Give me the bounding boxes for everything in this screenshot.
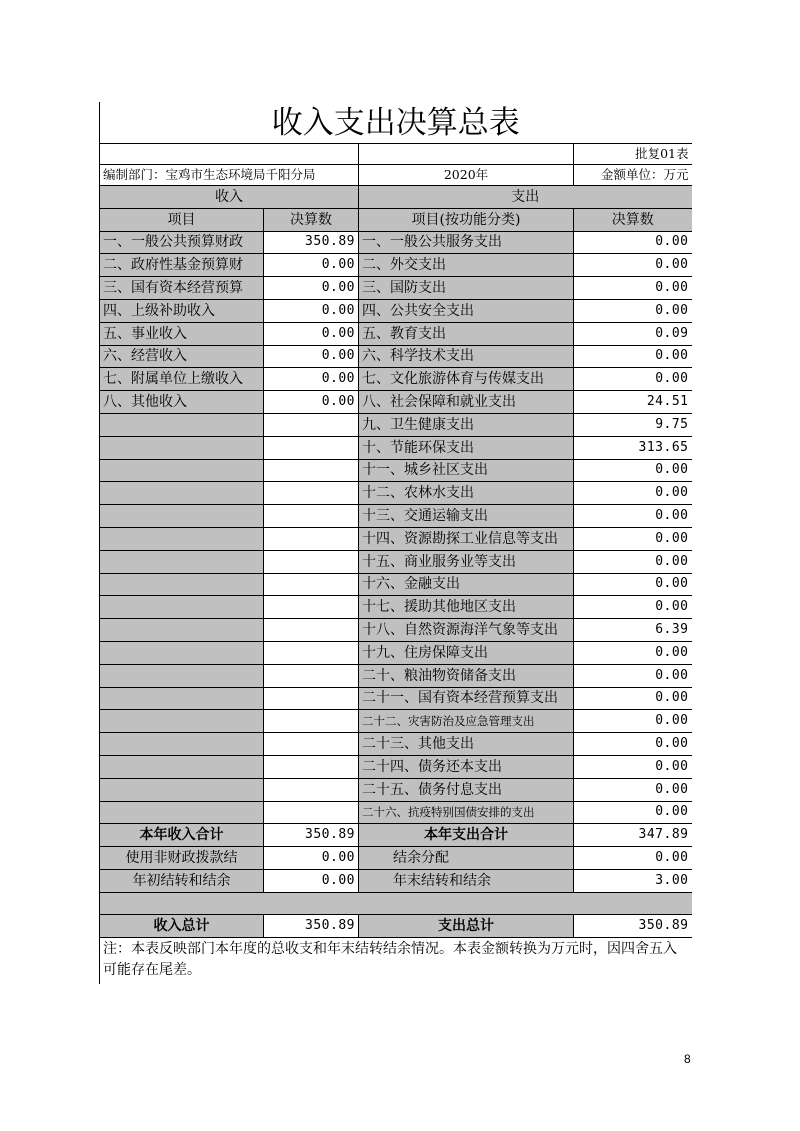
expense-item-value: 0.00	[574, 573, 692, 596]
income-item-value: 0.00	[264, 299, 359, 322]
income-item-label: 五、事业收入	[100, 322, 264, 345]
expense-item-label: 十六、金融支出	[359, 573, 574, 596]
nonfiscal-label: 使用非财政拨款结	[100, 847, 264, 870]
income-item-value	[264, 596, 359, 619]
table-row	[100, 664, 692, 687]
income-item-label	[100, 596, 264, 619]
income-item-label	[100, 778, 264, 801]
income-item-value	[264, 550, 359, 573]
expense-item-label: 十八、自然资源海洋气象等支出	[359, 619, 574, 642]
table-row	[100, 687, 692, 710]
table-row	[100, 391, 692, 414]
final-accounts-table	[99, 102, 692, 984]
expense-item-header: 项目(按功能分类)	[359, 208, 574, 231]
expense-item-label: 二十六、抗疫特别国债安排的支出	[359, 801, 574, 824]
expense-item-label: 二、外交支出	[359, 254, 574, 277]
income-item-label	[100, 482, 264, 505]
expense-item-label: 二十一、国有资本经营预算支出	[359, 687, 574, 710]
income-item-label: 一、一般公共预算财政	[100, 231, 264, 254]
income-item-value: 0.00	[264, 391, 359, 414]
expense-item-value: 0.00	[574, 710, 692, 733]
income-item-value	[264, 664, 359, 687]
grand-expense-label: 支出总计	[359, 914, 574, 937]
income-item-value	[264, 459, 359, 482]
income-item-label: 四、上级补助收入	[100, 299, 264, 322]
income-item-label	[100, 687, 264, 710]
income-item-label	[100, 413, 264, 436]
expense-item-label: 二十、粮油物资储备支出	[359, 664, 574, 687]
table-row	[100, 755, 692, 778]
income-item-value	[264, 710, 359, 733]
surplus-dist-label: 结余分配	[359, 847, 574, 870]
expense-item-label: 一、一般公共服务支出	[359, 231, 574, 254]
page-number: 8	[684, 1052, 691, 1066]
begin-balance-value: 0.00	[264, 869, 359, 892]
expense-item-value: 0.00	[574, 368, 692, 391]
expense-header: 支出	[359, 186, 692, 209]
income-item-value: 0.00	[264, 368, 359, 391]
expense-item-value: 0.00	[574, 733, 692, 756]
income-item-label	[100, 436, 264, 459]
income-item-label: 六、经营收入	[100, 345, 264, 368]
grand-income-value: 350.89	[264, 914, 359, 937]
table-row	[100, 459, 692, 482]
expense-item-value: 313.65	[574, 436, 692, 459]
table-row	[100, 436, 692, 459]
income-item-value	[264, 778, 359, 801]
expense-item-value: 0.00	[574, 505, 692, 528]
income-item-label	[100, 459, 264, 482]
table-note: 注：本表反映部门本年度的总收支和年末结转结余情况。本表金额转换为万元时，因四舍五入可能存在尾差。	[100, 937, 692, 984]
income-total-label: 本年收入合计	[100, 824, 264, 847]
income-header: 收入	[100, 186, 359, 209]
income-total: 350.89	[264, 824, 359, 847]
income-item-value	[264, 801, 359, 824]
expense-item-label: 九、卫生健康支出	[359, 413, 574, 436]
table-row	[100, 733, 692, 756]
table-row	[100, 368, 692, 391]
income-item-label	[100, 619, 264, 642]
income-item-value	[264, 641, 359, 664]
table-row	[100, 254, 692, 277]
expense-item-value: 0.00	[574, 778, 692, 801]
expense-item-label: 十五、商业服务业等支出	[359, 550, 574, 573]
expense-item-value: 0.00	[574, 459, 692, 482]
expense-item-value: 0.00	[574, 527, 692, 550]
expense-item-label: 六、科学技术支出	[359, 345, 574, 368]
expense-item-value: 0.00	[574, 641, 692, 664]
expense-item-value: 0.00	[574, 687, 692, 710]
expense-total-label: 本年支出合计	[359, 824, 574, 847]
grand-income-label: 收入总计	[100, 914, 264, 937]
table-row	[100, 277, 692, 300]
surplus-dist-value: 0.00	[574, 847, 692, 870]
expense-item-label: 七、文化旅游体育与传媒支出	[359, 368, 574, 391]
expense-item-label: 四、公共安全支出	[359, 299, 574, 322]
income-item-value	[264, 755, 359, 778]
budget-sheet	[99, 102, 691, 984]
expense-item-value: 9.75	[574, 413, 692, 436]
income-item-value	[264, 505, 359, 528]
expense-item-label: 十七、援助其他地区支出	[359, 596, 574, 619]
expense-item-label: 五、教育支出	[359, 322, 574, 345]
blank-row	[100, 892, 692, 914]
expense-item-label: 十二、农林水支出	[359, 482, 574, 505]
expense-item-value: 0.00	[574, 550, 692, 573]
amount-unit: 金额单位：万元	[574, 165, 692, 186]
expense-item-label: 十九、住房保障支出	[359, 641, 574, 664]
income-item-value	[264, 573, 359, 596]
income-item-label	[100, 641, 264, 664]
table-row	[100, 322, 692, 345]
expense-item-value: 0.00	[574, 482, 692, 505]
income-item-label	[100, 527, 264, 550]
income-item-label	[100, 550, 264, 573]
table-row	[100, 778, 692, 801]
income-item-value: 0.00	[264, 322, 359, 345]
table-row	[100, 413, 692, 436]
expense-item-value: 0.09	[574, 322, 692, 345]
expense-item-value: 0.00	[574, 231, 692, 254]
income-item-value: 0.00	[264, 254, 359, 277]
meta-blank-left	[100, 144, 359, 165]
table-row	[100, 573, 692, 596]
expense-item-label: 二十五、债务付息支出	[359, 778, 574, 801]
income-item-value	[264, 687, 359, 710]
table-row	[100, 231, 692, 254]
expense-item-value: 0.00	[574, 664, 692, 687]
expense-item-label: 十四、资源勘探工业信息等支出	[359, 527, 574, 550]
report-year: 2020年	[359, 165, 574, 186]
expense-item-label: 八、社会保障和就业支出	[359, 391, 574, 414]
table-row	[100, 641, 692, 664]
income-item-label	[100, 573, 264, 596]
table-title: 收入支出决算总表	[100, 102, 692, 144]
nonfiscal-value: 0.00	[264, 847, 359, 870]
table-row	[100, 345, 692, 368]
income-item-value	[264, 619, 359, 642]
expense-item-value: 0.00	[574, 277, 692, 300]
table-row	[100, 299, 692, 322]
income-item-label: 八、其他收入	[100, 391, 264, 414]
income-item-value: 0.00	[264, 345, 359, 368]
expense-item-value: 0.00	[574, 801, 692, 824]
table-row	[100, 710, 692, 733]
income-item-value	[264, 527, 359, 550]
end-balance-label: 年末结转和结余	[359, 869, 574, 892]
table-row	[100, 596, 692, 619]
income-item-label	[100, 710, 264, 733]
income-item-value: 0.00	[264, 277, 359, 300]
expense-item-value: 24.51	[574, 391, 692, 414]
income-item-value	[264, 436, 359, 459]
begin-balance-label: 年初结转和结余	[100, 869, 264, 892]
income-item-value: 350.89	[264, 231, 359, 254]
income-item-value	[264, 733, 359, 756]
expense-item-label: 十、节能环保支出	[359, 436, 574, 459]
income-item-label	[100, 755, 264, 778]
expense-item-label: 十三、交通运输支出	[359, 505, 574, 528]
expense-item-value: 6.39	[574, 619, 692, 642]
income-item-label: 七、附属单位上缴收入	[100, 368, 264, 391]
expense-item-label: 二十三、其他支出	[359, 733, 574, 756]
table-row	[100, 801, 692, 824]
expense-item-value: 0.00	[574, 755, 692, 778]
end-balance-value: 3.00	[574, 869, 692, 892]
table-row	[100, 619, 692, 642]
expense-total: 347.89	[574, 824, 692, 847]
expense-item-label: 二十二、灾害防治及应急管理支出	[359, 710, 574, 733]
form-code: 批复01表	[574, 144, 692, 165]
income-item-label	[100, 801, 264, 824]
income-item-value	[264, 413, 359, 436]
table-row	[100, 550, 692, 573]
dept-name: 编制部门：宝鸡市生态环境局千阳分局	[100, 165, 359, 186]
expense-item-value: 0.00	[574, 299, 692, 322]
expense-item-value: 0.00	[574, 254, 692, 277]
table-row	[100, 482, 692, 505]
expense-item-value: 0.00	[574, 345, 692, 368]
expense-item-label: 二十四、债务还本支出	[359, 755, 574, 778]
expense-amount-header: 决算数	[574, 208, 692, 231]
income-item-label: 三、国有资本经营预算	[100, 277, 264, 300]
income-item-label	[100, 505, 264, 528]
expense-item-label: 十一、城乡社区支出	[359, 459, 574, 482]
income-item-header: 项目	[100, 208, 264, 231]
income-item-label	[100, 664, 264, 687]
meta-blank-mid	[359, 144, 574, 165]
expense-item-value: 0.00	[574, 596, 692, 619]
income-item-label: 二、政府性基金预算财	[100, 254, 264, 277]
table-row	[100, 527, 692, 550]
income-item-value	[264, 482, 359, 505]
grand-expense-value: 350.89	[574, 914, 692, 937]
income-item-label	[100, 733, 264, 756]
income-amount-header: 决算数	[264, 208, 359, 231]
table-row	[100, 505, 692, 528]
expense-item-label: 三、国防支出	[359, 277, 574, 300]
